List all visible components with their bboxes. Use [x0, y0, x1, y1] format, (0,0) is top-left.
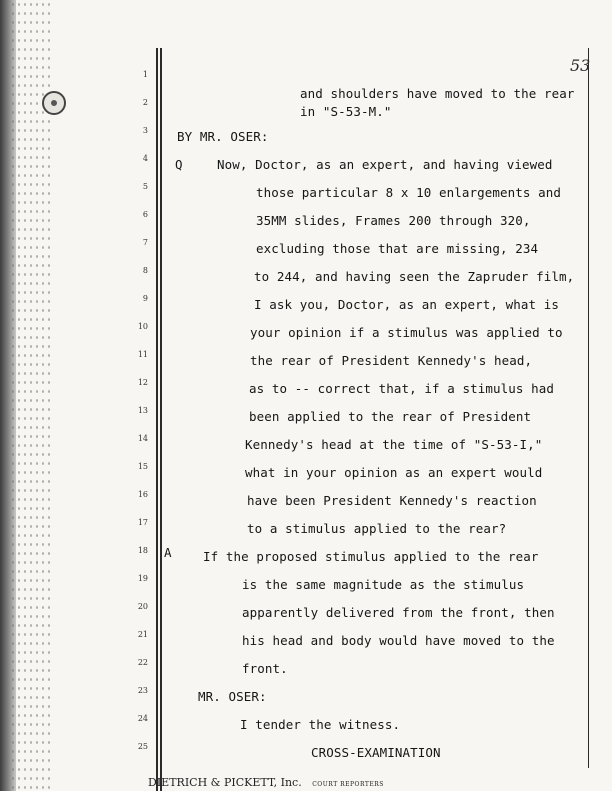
line-number: 18	[137, 546, 148, 555]
margin-rule	[156, 48, 158, 791]
line-number: 25	[137, 742, 148, 751]
line-number: 3	[142, 126, 148, 135]
footer	[148, 776, 384, 789]
line-number: 2	[142, 98, 148, 107]
transcript-line: I tender the witness.	[240, 717, 401, 732]
line-number: 1	[142, 70, 148, 79]
line-number: 21	[137, 630, 148, 639]
transcript-line: as to -- correct that, if a stimulus had	[249, 381, 555, 396]
transcript-line: Now, Doctor, as an expert, and having viewed	[217, 157, 553, 172]
transcript-line: to 244, and having seen the Zapruder film,	[254, 269, 575, 284]
transcript-line: his head and body would have moved to the	[242, 633, 555, 648]
line-number: 12	[137, 378, 148, 387]
transcript-line: is the same magnitude as the stimulus	[242, 577, 525, 592]
line-number: 13	[137, 406, 148, 415]
transcript-line: in "S-53-M."	[300, 104, 392, 119]
line-number: 20	[137, 602, 148, 611]
scan-noise	[10, 0, 50, 791]
transcript-line: apparently delivered from the front, then	[242, 605, 555, 620]
section-heading: CROSS-EXAMINATION	[311, 745, 441, 760]
punch-hole-icon	[42, 91, 66, 115]
line-number: 23	[137, 686, 148, 695]
transcript-line: your opinion if a stimulus was applied to	[250, 325, 563, 340]
transcript-line: I ask you, Doctor, as an expert, what is	[254, 297, 560, 312]
transcript-line: MR. OSER:	[198, 689, 267, 704]
transcript-line: to a stimulus applied to the rear?	[247, 521, 507, 536]
line-number: 11	[137, 350, 148, 359]
transcript-line: have been President Kennedy's reaction	[247, 493, 537, 508]
footer-suffix: COURT REPORTERS	[312, 781, 384, 788]
transcript-line: BY MR. OSER:	[177, 129, 269, 144]
transcript-line: If the proposed stimulus applied to the rear	[203, 549, 539, 564]
margin-rule-inner	[160, 48, 162, 791]
footer-firm: DIETRICH & PICKETT, Inc.	[148, 776, 302, 789]
transcript-line: excluding those that are missing, 234	[256, 241, 539, 256]
line-number: 8	[142, 266, 148, 275]
line-number: 22	[137, 658, 148, 667]
question-marker: Q	[175, 157, 183, 172]
transcript-line: front.	[242, 661, 288, 676]
line-number: 17	[137, 518, 148, 527]
transcript-line: the rear of President Kennedy's head,	[250, 353, 533, 368]
line-number: 15	[137, 462, 148, 471]
transcript-line: 35MM slides, Frames 200 through 320,	[256, 213, 531, 228]
line-number: 4	[142, 154, 148, 163]
line-number: 16	[137, 490, 148, 499]
transcript-line: what in your opinion as an expert would	[245, 465, 543, 480]
right-margin-rule	[588, 48, 589, 768]
line-number: 19	[137, 574, 148, 583]
transcript-line: Kennedy's head at the time of "S-53-I,"	[245, 437, 543, 452]
transcript-line: and shoulders have moved to the rear	[300, 86, 575, 101]
line-number: 24	[137, 714, 148, 723]
transcript-line: those particular 8 x 10 enlargements and	[256, 185, 562, 200]
line-number: 5	[142, 182, 148, 191]
line-number: 6	[142, 210, 148, 219]
line-number: 10	[137, 322, 148, 331]
transcript-line: been applied to the rear of President	[249, 409, 532, 424]
line-number: 14	[137, 434, 148, 443]
answer-marker: A	[164, 545, 172, 560]
line-number: 7	[142, 238, 148, 247]
line-number: 9	[142, 294, 148, 303]
page-number: 53	[570, 56, 591, 75]
